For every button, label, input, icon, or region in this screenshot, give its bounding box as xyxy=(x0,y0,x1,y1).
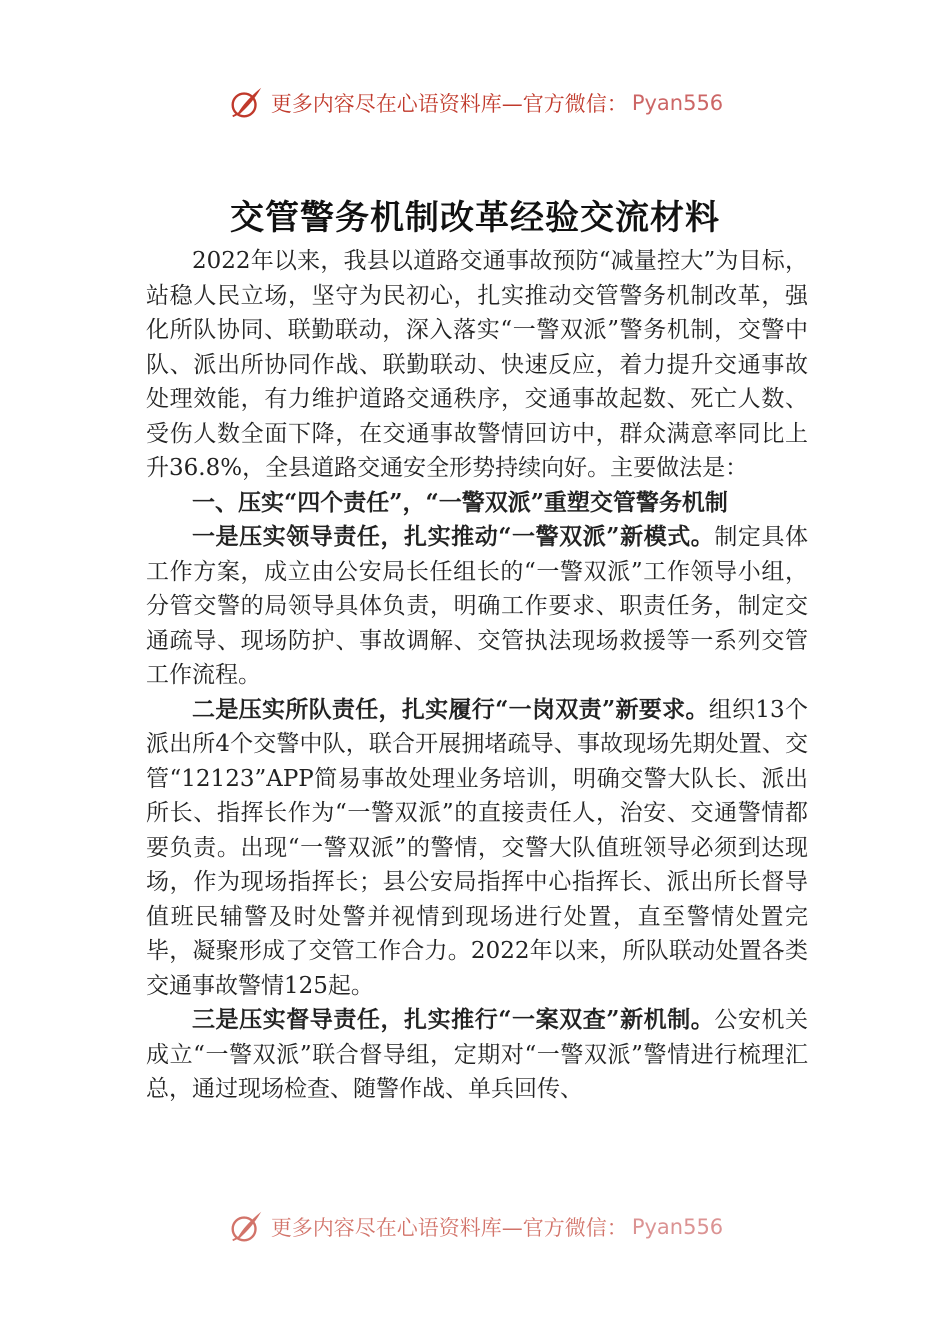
paragraph-text: 组织13个派出所4个交警中队，联合开展拥堵疏导、事故现场先期处置、交管“12123”APP简易事故处理业务培训，明确交警大队长、派出所长、指挥长作为“一警双派”的直接责任人，治安、交通警情都要负责。出现“一警双派”的警情，交警大队值班领导必须到达现场，作为现场指挥长；县公安局指挥中心指挥长、派出所长督导值班民辅警及时处警并视情到现场进行处置，直至警情处置完毕，凝聚形成了交管工作合力。2022年以来，所队联动处置各类交通事故警情125起。 xyxy=(146,696,808,999)
paragraph-text: 制定具体工作方案，成立由公安局长任组长的“一警双派”工作领导小组，分管交警的局领导具体负责，明确工作要求、职责任务，制定交通疏导、现场防护、事故调解、交管执法现场救援等一系列交管工作流程。 xyxy=(146,524,809,688)
paragraph-lead: 二是压实所队责任，扎实履行“一岗双责”新要求。 xyxy=(192,695,709,723)
watermark-banner-bottom xyxy=(0,1208,950,1246)
paragraph-3 xyxy=(146,1003,808,1107)
document-title: 交管警务机制改革经验交流材料 xyxy=(230,198,720,238)
watermark-wechat: Pyan556 xyxy=(631,1215,724,1239)
quill-stamp-icon xyxy=(227,1208,265,1246)
watermark-text: 更多内容尽在心语资料库—官方微信： xyxy=(270,92,628,116)
watermark-text: 更多内容尽在心语资料库—官方微信： xyxy=(270,1216,628,1240)
document-body xyxy=(146,244,808,1107)
watermark-wechat: Pyan556 xyxy=(631,91,724,115)
paragraph-text: 公安机关成立“一警双派”联合督导组，定期对“一警双派”警情进行梳理汇总，通过现场检查、随警作战、单兵回传、 xyxy=(146,1007,809,1102)
paragraph-lead: 一是压实领导责任，扎实推动“一警双派”新模式。 xyxy=(192,523,715,550)
paragraph-2 xyxy=(146,693,808,1004)
paragraph-lead: 三是压实督导责任，扎实推行“一案双查”新机制。 xyxy=(192,1006,715,1033)
quill-stamp-icon xyxy=(227,84,265,122)
intro-paragraph: 2022年以来，我县以道路交通事故预防“减量控大”为目标，站稳人民立场，坚守为民初心，扎实推动交管警务机制改革，强化所队协同、联勤联动，深入落实“一警双派”警务机制，交警中队、派出所协同作战、联勤联动、快速反应，着力提升交通事故处理效能，有力维护道路交通秩序，交通事故起数、死亡人数、受伤人数全面下降，在交通事故警情回访中，群众满意率同比上升36.8%，全县道路交通安全形势持续向好。主要做法是： xyxy=(146,248,808,481)
section-heading: 一、压实“四个责任”，“一警双派”重塑交管警务机制 xyxy=(192,488,728,516)
paragraph-1 xyxy=(146,520,808,693)
watermark-banner-top xyxy=(0,84,950,122)
